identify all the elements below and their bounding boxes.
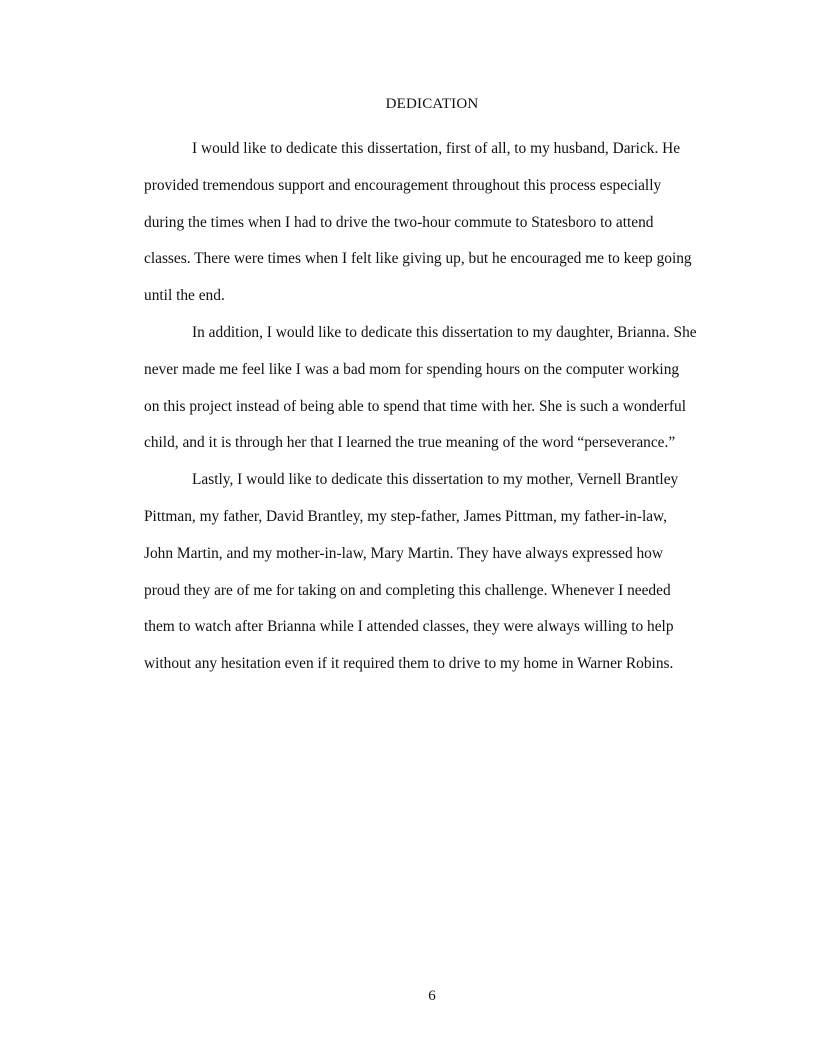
text-line: child, and it is through her that I learned the true meaning of the word “perseverance.” xyxy=(144,434,676,452)
text-line: them to watch after Brianna while I attended classes, they were always willing to help xyxy=(144,618,674,636)
text-line: without any hesitation even if it required them to drive to my home in Warner Robins. xyxy=(144,655,674,673)
text-line: John Martin, and my mother-in-law, Mary Martin. They have always expressed how xyxy=(144,544,663,562)
text-line: until the end. xyxy=(144,287,225,305)
text-line: Lastly, I would like to dedicate this dissertation to my mother, Vernell Brantley xyxy=(192,471,679,489)
paragraph-2 xyxy=(144,315,720,462)
text-line: Pittman, my father, David Brantley, my step-father, James Pittman, my father-in-law, xyxy=(144,507,668,525)
text-line: provided tremendous support and encouragement throughout this process especially xyxy=(144,176,662,194)
text-line: never made me feel like I was a bad mom for spending hours on the computer working xyxy=(144,360,680,378)
text-line: on this project instead of being able to spend that time with her. She is such a wonderful xyxy=(144,397,686,415)
text-line: during the times when I had to drive the two-hour commute to Statesboro to attend xyxy=(144,213,654,231)
paragraph-1 xyxy=(144,131,720,315)
paragraph-3 xyxy=(144,462,720,683)
page-number: 6 xyxy=(428,988,436,1004)
dedication-body xyxy=(144,131,720,683)
text-line: In addition, I would like to dedicate this dissertation to my daughter, Brianna. She xyxy=(192,323,697,341)
text-line: proud they are of me for taking on and completing this challenge. Whenever I needed xyxy=(144,581,671,599)
page-title: DEDICATION xyxy=(385,96,479,112)
text-line: classes. There were times when I felt like giving up, but he encouraged me to keep going xyxy=(144,250,692,268)
text-line: I would like to dedicate this dissertation, first of all, to my husband, Darick. He xyxy=(192,140,681,157)
